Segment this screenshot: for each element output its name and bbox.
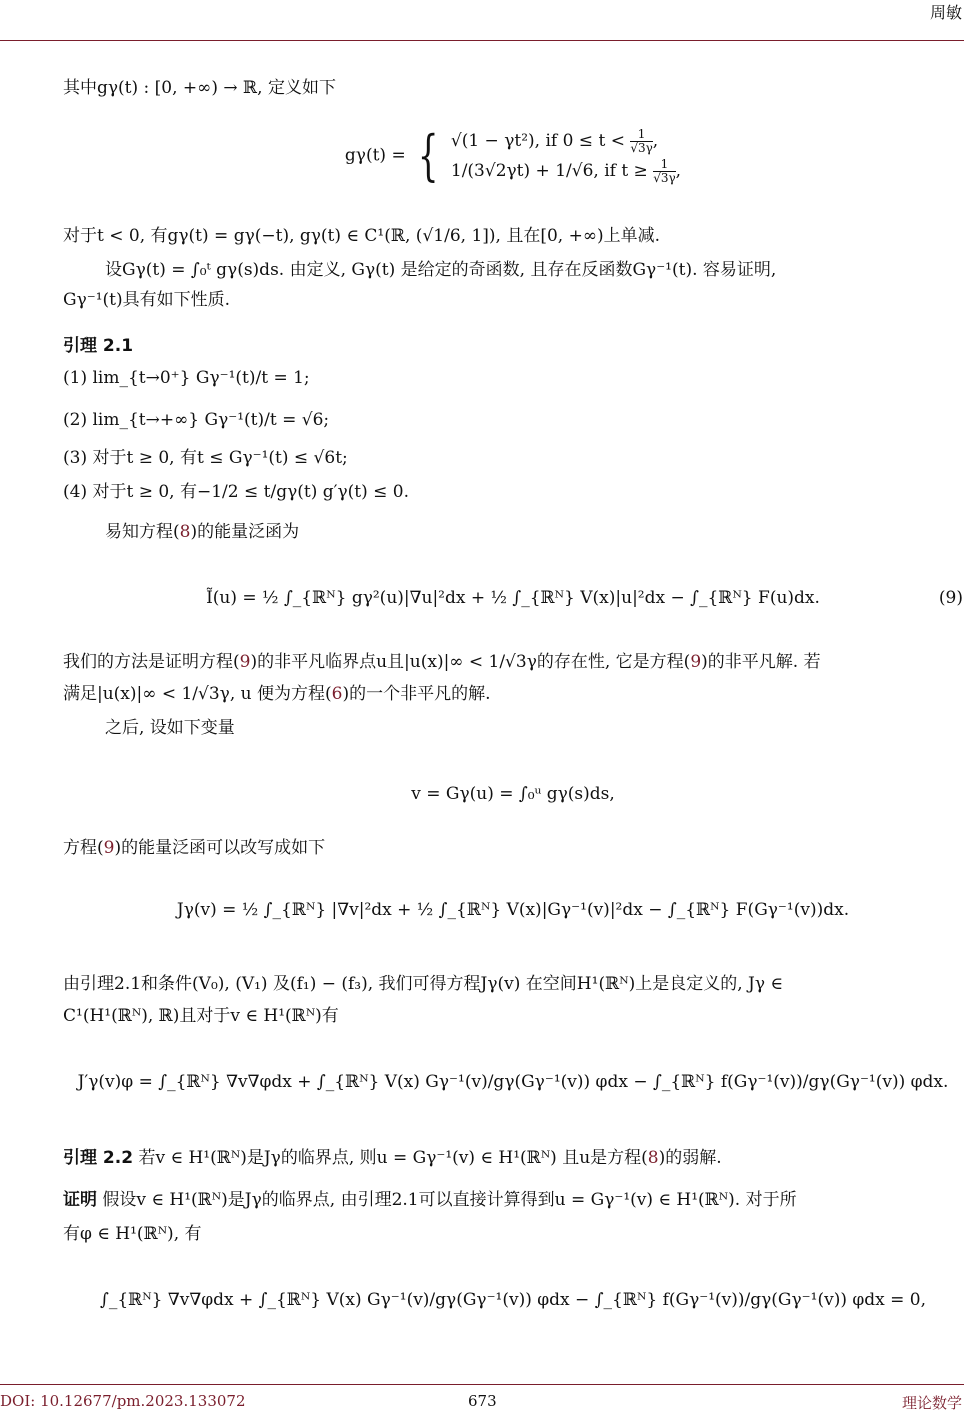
lemma-2-1-item-2: (2) lim_{t→+∞} Gγ⁻¹(t)/t = √6;	[63, 410, 330, 430]
equation-last: ∫_{ℝᴺ} ∇v∇φdx + ∫_{ℝᴺ} V(x) Gγ⁻¹(v)/gγ(Gγ⁻¹(v)) φdx − ∫_{ℝᴺ} f(Gγ⁻¹(v))/gγ(Gγ⁻¹(v)) φdx = 0,	[99, 1290, 927, 1310]
case-2-tail: ,	[675, 161, 682, 181]
text-line	[63, 680, 963, 708]
text-span: 我们的方法是证明方程(	[63, 652, 240, 672]
text-line: C¹(H¹(ℝᴺ), ℝ)且对于v ∈ H¹(ℝᴺ)有	[63, 1006, 339, 1026]
text-line	[63, 834, 963, 862]
equation-9-body: Ĩ(u) = ½ ∫_{ℝᴺ} gγ²(u)|∇u|²dx + ½ ∫_{ℝᴺ} V(x)|u|²dx − ∫_{ℝᴺ} F(u)dx.	[206, 588, 820, 608]
equation-ref-link[interactable]: 8	[179, 522, 191, 542]
text-span: )的能量泛函可以改写成如下	[114, 838, 326, 858]
lemma-2-1-item-1: (1) lim_{t→0⁺} Gγ⁻¹(t)/t = 1;	[63, 368, 310, 388]
equation-ref-link[interactable]: 9	[103, 838, 115, 858]
proof-title: 证明	[63, 1190, 97, 1210]
equation-lhs: gγ(t) =	[344, 145, 406, 166]
text-span: )的能量泛函为	[190, 522, 300, 542]
equation-g-gamma	[63, 126, 963, 186]
left-brace: {	[417, 124, 439, 187]
text-span: )的非平凡解. 若	[701, 652, 821, 672]
page-number: 673	[468, 1392, 497, 1410]
case-2-text: 1/(3√2γt) + 1/√6, if t ≥	[450, 161, 648, 181]
lemma-2-1-item-3: (3) 对于t ≥ 0, 有t ≤ Gγ⁻¹(t) ≤ √6t;	[63, 448, 348, 468]
text-span: )的非平凡临界点u且|u(x)|∞ < 1/√3γ的存在性, 它是方程(	[250, 652, 691, 672]
fraction-numerator: 1	[653, 158, 675, 172]
equation-J: Jγ(v) = ½ ∫_{ℝᴺ} |∇v|²dx + ½ ∫_{ℝᴺ} V(x)|Gγ⁻¹(v)|²dx − ∫_{ℝᴺ} F(Gγ⁻¹(v))dx.	[176, 900, 850, 920]
lemma-2-1-title: 引理 2.1	[63, 336, 134, 356]
equation-ref-link[interactable]: 9	[690, 652, 702, 672]
equation-number: (9)	[938, 588, 963, 608]
equation-ref-link[interactable]: 9	[239, 652, 251, 672]
lemma-2-1-item-4: (4) 对于t ≥ 0, 有−1/2 ≤ t/gγ(t) g′γ(t) ≤ 0.	[63, 482, 410, 502]
text-span: 若v ∈ H¹(ℝᴺ)是Jγ的临界点, 则u = Gγ⁻¹(v) ∈ H¹(ℝᴺ) 且u是方程(	[133, 1148, 648, 1168]
case-2	[451, 156, 681, 186]
text-line: 有φ ∈ H¹(ℝᴺ), 有	[63, 1224, 202, 1244]
equation-ref-link[interactable]: 6	[331, 684, 343, 704]
fraction-numerator: 1	[630, 128, 652, 142]
text-line: Gγ⁻¹(t)具有如下性质.	[63, 290, 231, 310]
header-author: 周敏	[929, 3, 962, 22]
header-rule	[0, 40, 964, 41]
text-line: 对于t < 0, 有gγ(t) = gγ(−t), gγ(t) ∈ C¹(ℝ, (√1/6, 1]), 且在[0, +∞)上单减.	[63, 226, 661, 246]
fraction-denominator: √3γ	[630, 141, 653, 155]
equation-v: v = Gγ(u) = ∫₀ᵘ gγ(s)ds,	[411, 784, 615, 804]
text-line: 之后, 设如下变量	[105, 718, 235, 738]
case-1-fraction	[630, 128, 652, 155]
equation-ref-link[interactable]: 8	[647, 1148, 659, 1168]
text-span: )的一个非平凡的解.	[342, 684, 491, 704]
text-span: 易知方程(	[105, 522, 180, 542]
text-line: 设Gγ(t) = ∫₀ᵗ gγ(s)ds. 由定义, Gγ(t) 是给定的奇函数, 且存在反函数Gγ⁻¹(t). 容易证明,	[105, 260, 777, 280]
case-1-text: √(1 − γt²), if 0 ≤ t <	[450, 131, 625, 151]
equation-J-prime: J′γ(v)φ = ∫_{ℝᴺ} ∇v∇φdx + ∫_{ℝᴺ} V(x) Gγ⁻¹(v)/gγ(Gγ⁻¹(v)) φdx − ∫_{ℝᴺ} f(Gγ⁻¹(v))/gγ(Gγ⁻¹(v)) φdx.	[77, 1072, 949, 1092]
case-2-fraction	[653, 158, 675, 185]
text-span: 方程(	[63, 838, 104, 858]
journal-link[interactable]: 理论数学	[901, 1394, 962, 1412]
doi-link[interactable]: DOI: 10.12677/pm.2023.133072	[0, 1392, 246, 1410]
case-1	[451, 126, 681, 156]
lemma-2-2	[63, 1144, 963, 1172]
proof	[63, 1186, 963, 1214]
fraction-denominator: √3γ	[653, 171, 676, 185]
text-line	[63, 518, 964, 546]
text-line: 其中gγ(t) : [0, +∞) → ℝ, 定义如下	[63, 78, 336, 98]
equation-9	[63, 584, 963, 612]
equation-cases	[451, 126, 681, 186]
footer-rule	[0, 1384, 964, 1385]
case-1-tail: ,	[652, 131, 659, 151]
lemma-2-2-title: 引理 2.2	[63, 1148, 134, 1168]
text-span: )的弱解.	[658, 1148, 722, 1168]
text-span: 假设v ∈ H¹(ℝᴺ)是Jγ的临界点, 由引理2.1可以直接计算得到u = Gγ⁻¹(v) ∈ H¹(ℝᴺ). 对于所	[97, 1190, 797, 1210]
text-span: 满足|u(x)|∞ < 1/√3γ, u 便为方程(	[63, 684, 332, 704]
text-line: 由引理2.1和条件(V₀), (V₁) 及(f₁) − (f₃), 我们可得方程Jγ(v) 在空间H¹(ℝᴺ)上是良定义的, Jγ ∈	[63, 974, 783, 994]
text-line	[63, 648, 963, 676]
